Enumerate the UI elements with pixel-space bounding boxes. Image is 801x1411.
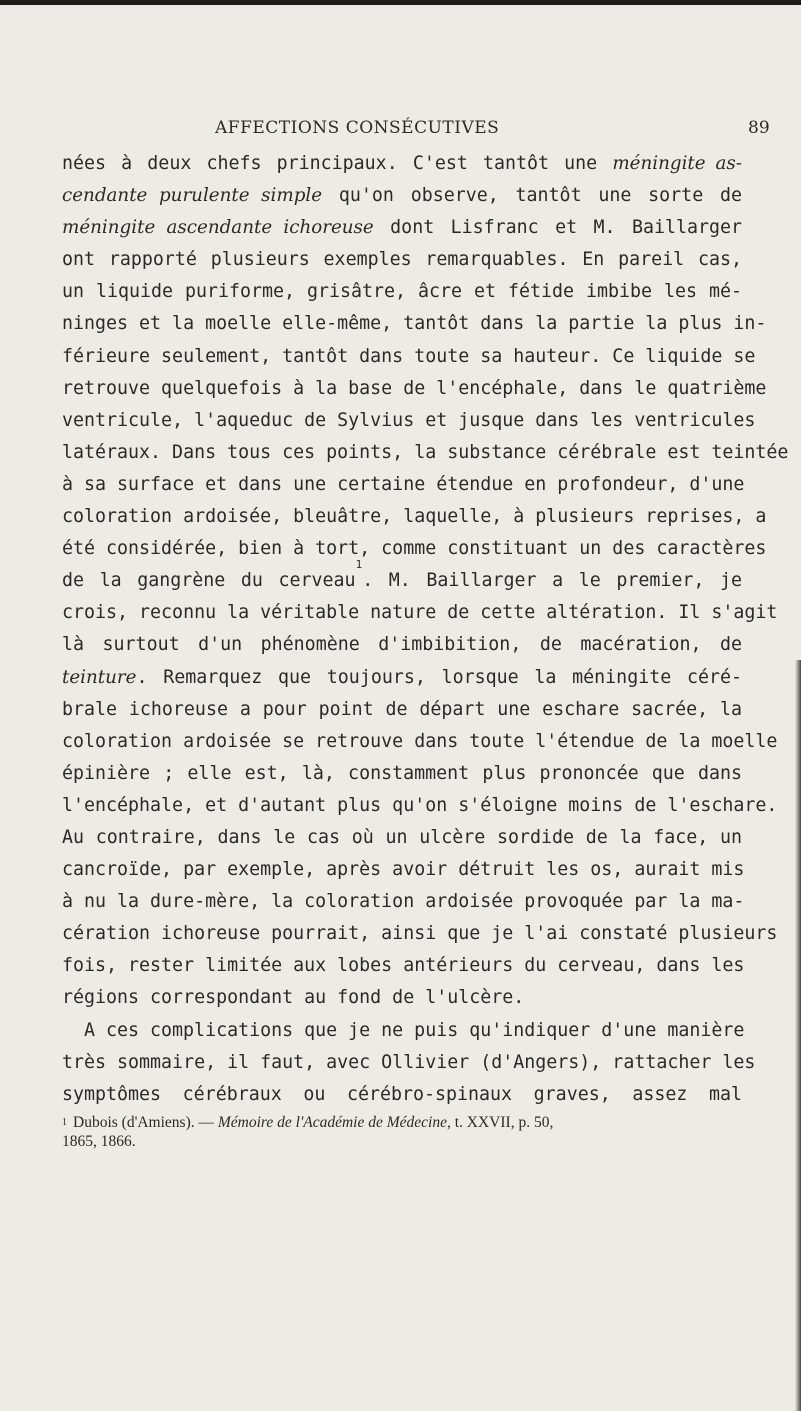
text-line [62,662,742,694]
text-segment: cancroïde, par exemple, après avoir détruit les os, aurait mis [62,859,745,881]
footnote-text: , t. XXVII, p. 50, [446,1114,554,1131]
text-line [62,148,742,180]
text-segment: brale ichoreuse a pour point de départ une eschare sacrée, la [62,698,742,720]
text-line [62,558,742,597]
text-segment: l'encéphale, et d'autant plus qu'on s'éloigne moins de l'eschare. [62,794,778,816]
text-line [62,469,745,501]
footnote-reference: 1 [355,558,363,572]
text-line [62,180,742,212]
text-segment: dont Lisfranc et M. Baillarger [373,217,743,239]
text-line [62,1079,742,1111]
italic-text: méningite as- [612,153,742,174]
text-line [62,1047,756,1079]
text-segment: férieure seulement, tantôt dans toute sa hauteur. Ce liquide se [62,345,756,367]
text-segment: cération ichoreuse pourrait, ainsi que je l'ai constaté plusieurs [62,923,778,945]
text-segment: très sommaire, il faut, avec Ollivier (d'Angers), rattacher les [62,1051,756,1073]
text-segment: un liquide puriforme, grisâtre, âcre et fétide imbibe les mé- [62,281,742,303]
text-segment: été considérée, bien à tort, comme constituant un des caractères [62,538,767,560]
text-line [62,854,745,886]
text-line [62,629,742,661]
text-segment: Au contraire, dans le cas où un ulcère sordide de la face, un [62,826,742,848]
text-line [62,726,778,758]
italic-text: teinture [62,666,137,688]
text-segment: coloration ardoisée se retrouve dans toute l'étendue de la moelle [62,730,778,752]
text-line [62,822,742,854]
text-line [62,373,767,405]
text-segment: nées à deux chefs principaux. C'est tantôt une [62,153,613,174]
text-line [62,597,778,629]
text-segment: ninges et la moelle elle-même, tantôt dans la partie la plus in- [62,313,767,335]
text-line [62,694,742,726]
text-line [62,501,767,533]
text-segment: ont rapporté plusieurs exemples remarquables. En pareil cas, [62,249,742,271]
text-segment: là surtout d'un phénomène d'imbibition, de macération, de [62,634,742,656]
text-segment: fois, rester limitée aux lobes antérieurs du cerveau, dans les [62,955,745,977]
text-line [62,918,778,950]
page-number: 89 [748,118,770,138]
page-header [0,118,801,148]
text-segment: de la gangrène du cerveau [62,570,356,592]
text-segment: à sa surface et dans une certaine étendue en profondeur, d'une [62,473,745,495]
page-right-edge [795,660,801,1411]
body-text [62,148,789,1111]
page-top-edge [0,0,801,5]
footnote-text: Dubois (d'Amiens). — [73,1114,218,1131]
text-line [62,1015,745,1047]
text-segment: coloration ardoisée, bleuâtre, laquelle, à plusieurs reprises, a [62,506,767,528]
text-line [62,341,756,373]
text-line [62,982,742,1014]
footnote [62,1113,732,1151]
text-line [62,244,742,276]
text-line [62,886,745,918]
text-line [62,790,778,822]
text-line [62,437,789,469]
text-line [62,405,756,437]
italic-text: cendante purulente simple [62,185,323,207]
footnote-italic-title: Mémoire de l'Académie de Médecine [217,1114,447,1131]
footnote-marker: 1 [62,1117,67,1128]
footnote-line: 1865, 1866. [62,1133,136,1150]
text-line [62,533,767,565]
text-line [62,950,745,982]
text-line [62,758,742,790]
text-line [62,276,742,308]
text-segment: crois, reconnu la véritable nature de cette altération. Il s'agit [62,602,778,624]
text-segment: qu'on observe, tantôt une sorte de [322,185,742,207]
text-segment: latéraux. Dans tous ces points, la substance cérébrale est teintée [62,441,789,463]
text-segment: ventricule, l'aqueduc de Sylvius et jusque dans les ventricules [62,409,756,431]
text-segment: épinière ; elle est, là, constamment plus prononcée que dans [62,762,742,784]
footnote-line [62,1113,732,1132]
text-segment: régions correspondant au fond de l'ulcère. [62,987,525,1009]
text-line [62,212,742,244]
text-segment: symptômes cérébraux ou cérébro-spinaux graves, assez mal [62,1083,742,1105]
italic-text: méningite ascendante ichoreuse [62,217,374,239]
running-title: AFFECTIONS CONSÉCUTIVES [215,118,500,138]
text-segment: retrouve quelquefois à la base de l'encéphale, dans le quatrième [62,377,767,399]
text-line [62,308,767,340]
text-segment: . M. Baillarger a le premier, je [362,570,742,592]
text-segment: A ces complications que je ne puis qu'indiquer d'une manière [84,1019,745,1041]
text-segment: . Remarquez que toujours, lorsque la méningite céré- [136,666,742,688]
text-segment: à nu la dure-mère, la coloration ardoisée provoquée par la ma- [62,891,745,913]
